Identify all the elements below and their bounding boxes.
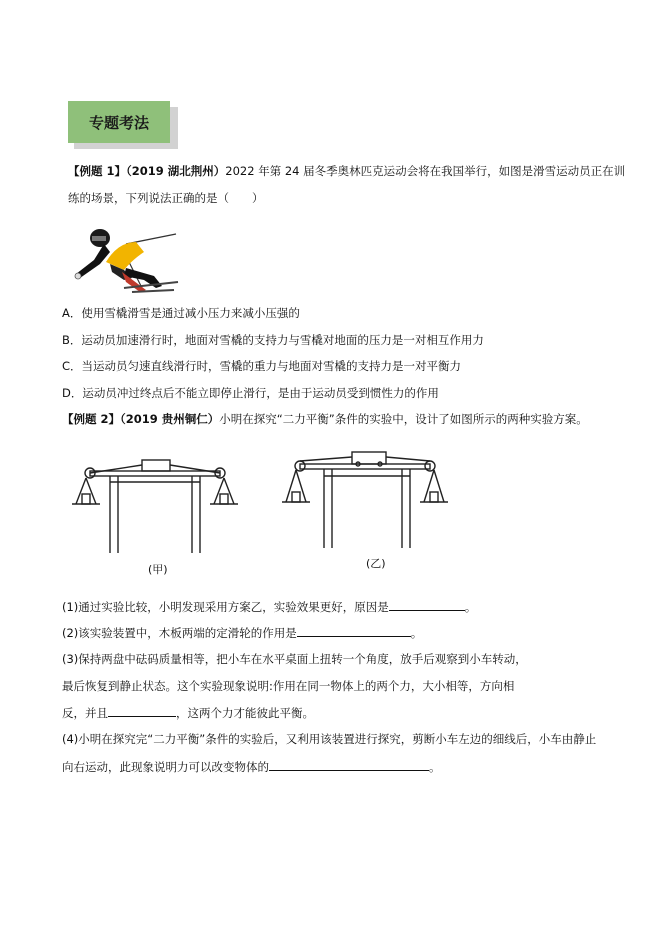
section-banner bbox=[68, 101, 170, 143]
ex2-q2-text: (2)该实验装置中，木板两端的定滑轮的作用是 bbox=[62, 626, 297, 640]
apparatus-figure bbox=[62, 448, 462, 583]
ex2-q3-text: 反，并且 bbox=[62, 706, 108, 720]
ex1-source: （2019 湖北荆州） bbox=[126, 164, 226, 178]
ex2-q4-line2 bbox=[62, 758, 441, 775]
fig-label-yi: (乙) bbox=[366, 557, 386, 570]
ex2-q4-end: 。 bbox=[429, 760, 441, 774]
ex2-q2-blank[interactable] bbox=[297, 624, 411, 637]
apparatus-yi bbox=[282, 452, 448, 548]
ex2-q4-text: 向右运动，此现象说明力可以改变物体的 bbox=[62, 760, 269, 774]
ex2-tag: 【例题 2】 bbox=[62, 412, 121, 426]
ex2-q1 bbox=[62, 598, 476, 615]
skier-image bbox=[66, 220, 184, 294]
apparatus-jia bbox=[72, 460, 238, 553]
ex2-q2-end: 。 bbox=[410, 626, 423, 640]
ex2-q1-text: (1)通过实验比较，小明发现采用方案乙，实验效果更好，原因是 bbox=[62, 600, 389, 614]
ex1-stem-text1: 2022 年第 24 届冬季奥林匹克运动会将在我国举行，如图是滑雪运动员正在训 bbox=[225, 164, 626, 178]
ex1-option-c: C．当运动员匀速直线滑行时，雪橇的重力与地面对雪橇的支持力是一对平衡力 bbox=[62, 359, 462, 373]
ex2-q1-end: 。 bbox=[464, 600, 477, 614]
ex2-q3-end: ，这两个力才能彼此平衡。 bbox=[176, 706, 314, 720]
ex2-q4-line1: (4)小明在探究完“二力平衡”条件的实验后，又利用该装置进行探究，剪断小车左边的细线后，小车由静止 bbox=[62, 732, 597, 746]
ex1-option-a: A．使用雪橇滑雪是通过减小压力来减小压强的 bbox=[62, 306, 300, 320]
section-title: 专题考法 bbox=[88, 113, 149, 132]
ex2-q3-blank[interactable] bbox=[108, 704, 176, 717]
fig-label-jia: (甲) bbox=[148, 563, 168, 576]
ex1-stem-line2: 练的场景，下列说法正确的是（ ） bbox=[68, 191, 264, 205]
ex2-q2 bbox=[62, 624, 422, 641]
ex1-option-d: D．运动员冲过终点后不能立即停止滑行，是由于运动员受到惯性力的作用 bbox=[62, 386, 439, 400]
ex1-tag: 【例题 1】 bbox=[68, 164, 127, 178]
ex2-stem-text: 小明在探究“二力平衡”条件的实验中，设计了如图所示的两种实验方案。 bbox=[219, 412, 588, 426]
ex2-q3-line3 bbox=[62, 704, 314, 721]
ex2-stem bbox=[62, 411, 588, 427]
ex2-q3-line2: 最后恢复到静止状态。这个实验现象说明:作用在同一物体上的两个力，大小相等，方向相 bbox=[62, 679, 515, 693]
ex2-q1-blank[interactable] bbox=[389, 598, 465, 611]
ex2-source: （2019 贵州铜仁） bbox=[120, 412, 220, 426]
ex2-q3-line1: (3)保持两盘中砝码质量相等，把小车在水平桌面上扭转一个角度，放手后观察到小车转动， bbox=[62, 652, 527, 666]
ex2-q4-blank[interactable] bbox=[269, 758, 429, 771]
ex1-stem-line1 bbox=[68, 163, 625, 179]
ex1-option-b: B．运动员加速滑行时，地面对雪橇的支持力与雪橇对地面的压力是一对相互作用力 bbox=[62, 333, 484, 347]
